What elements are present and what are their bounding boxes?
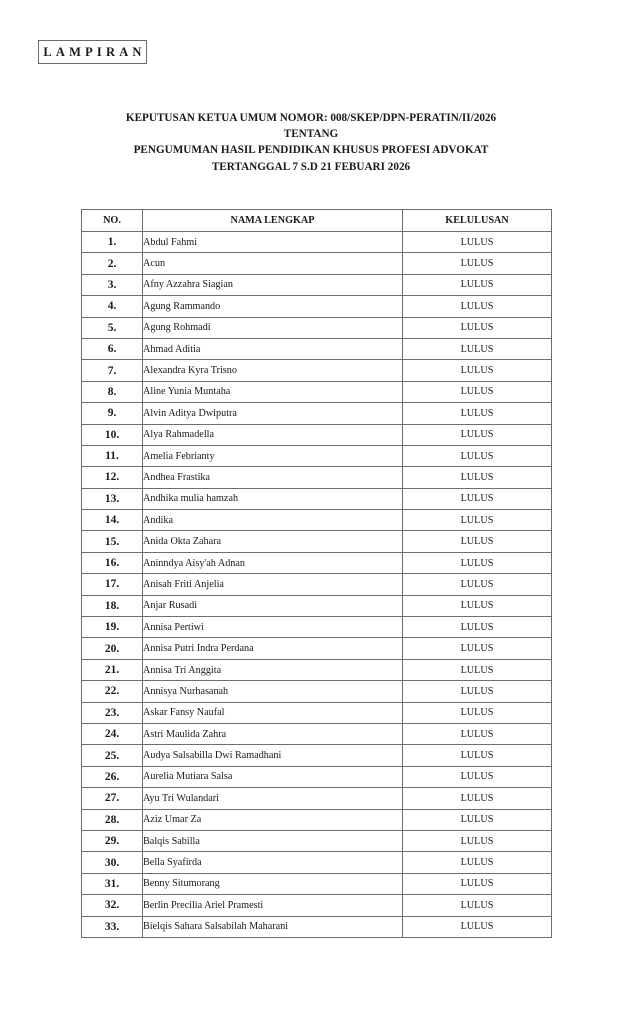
row-number: 5. (82, 317, 143, 338)
row-graduation-status: LULUS (403, 873, 552, 894)
row-graduation-status: LULUS (403, 467, 552, 488)
row-full-name: Benny Situmorang (143, 873, 403, 894)
row-number: 10. (82, 424, 143, 445)
row-full-name: Abdul Fahmi (143, 232, 403, 253)
row-full-name: Annisa Pertiwi (143, 617, 403, 638)
row-full-name: Bella Syafirda (143, 852, 403, 873)
table-row (82, 895, 552, 916)
row-number: 1. (82, 232, 143, 253)
table-row (82, 873, 552, 894)
row-graduation-status: LULUS (403, 830, 552, 851)
table-row (82, 702, 552, 723)
row-number: 33. (82, 916, 143, 937)
table-row (82, 638, 552, 659)
row-graduation-status: LULUS (403, 723, 552, 744)
row-full-name: Askar Fansy Naufal (143, 702, 403, 723)
row-number: 31. (82, 873, 143, 894)
date-range-line: TERTANGGAL 7 S.D 21 FEBUARI 2026 (211, 160, 411, 173)
table-row (82, 253, 552, 274)
row-graduation-status: LULUS (403, 381, 552, 402)
table-row (82, 403, 552, 424)
row-number: 14. (82, 510, 143, 531)
row-number: 19. (82, 617, 143, 638)
table-row (82, 723, 552, 744)
row-graduation-status: LULUS (403, 766, 552, 787)
table-row (82, 595, 552, 616)
table-row (82, 809, 552, 830)
row-graduation-status: LULUS (403, 531, 552, 552)
row-full-name: Andika (143, 510, 403, 531)
row-full-name: Alexandra Kyra Trisno (143, 360, 403, 381)
row-number: 8. (82, 381, 143, 402)
tentang-line: TENTANG (283, 128, 339, 141)
table-row (82, 830, 552, 851)
row-number: 6. (82, 338, 143, 359)
row-graduation-status: LULUS (403, 916, 552, 937)
table-row (82, 510, 552, 531)
row-full-name: Acun (143, 253, 403, 274)
row-number: 16. (82, 552, 143, 573)
row-full-name: Alya Rahmadella (143, 424, 403, 445)
row-number: 7. (82, 360, 143, 381)
table-row (82, 659, 552, 680)
row-full-name: Aninndya Aisy'ah Adnan (143, 552, 403, 573)
table-row (82, 467, 552, 488)
row-full-name: Aurelia Mutiara Salsa (143, 766, 403, 787)
row-full-name: Annisa Putri Indra Perdana (143, 638, 403, 659)
row-full-name: Annisa Tri Anggita (143, 659, 403, 680)
row-full-name: Agung Rohmadi (143, 317, 403, 338)
row-number: 23. (82, 702, 143, 723)
table-row (82, 232, 552, 253)
table-row (82, 424, 552, 445)
table-row (82, 552, 552, 573)
row-graduation-status: LULUS (403, 253, 552, 274)
table-row (82, 296, 552, 317)
graduation-results-table (81, 209, 552, 938)
row-graduation-status: LULUS (403, 360, 552, 381)
row-full-name: Afny Azzahra Siagian (143, 274, 403, 295)
row-full-name: Agung Rammando (143, 296, 403, 317)
row-number: 30. (82, 852, 143, 873)
header-full-name: NAMA LENGKAP (143, 210, 403, 232)
table-row (82, 531, 552, 552)
row-full-name: Ahmad Aditia (143, 338, 403, 359)
row-graduation-status: LULUS (403, 638, 552, 659)
lampiran-label: LAMPIRAN (43, 44, 146, 59)
table-row (82, 916, 552, 937)
row-graduation-status: LULUS (403, 424, 552, 445)
table-row (82, 338, 552, 359)
document-title (0, 110, 622, 175)
row-number: 22. (82, 681, 143, 702)
row-graduation-status: LULUS (403, 702, 552, 723)
row-full-name: Amelia Febrianty (143, 445, 403, 466)
row-number: 18. (82, 595, 143, 616)
row-graduation-status: LULUS (403, 510, 552, 531)
row-graduation-status: LULUS (403, 745, 552, 766)
row-graduation-status: LULUS (403, 552, 552, 573)
row-graduation-status: LULUS (403, 617, 552, 638)
row-graduation-status: LULUS (403, 338, 552, 359)
row-graduation-status: LULUS (403, 895, 552, 916)
table-row (82, 488, 552, 509)
row-graduation-status: LULUS (403, 317, 552, 338)
row-full-name: Aziz Umar Za (143, 809, 403, 830)
row-graduation-status: LULUS (403, 296, 552, 317)
row-number: 2. (82, 253, 143, 274)
row-number: 21. (82, 659, 143, 680)
table-row (82, 381, 552, 402)
row-full-name: Annisya Nurhasanah (143, 681, 403, 702)
row-graduation-status: LULUS (403, 445, 552, 466)
row-number: 27. (82, 788, 143, 809)
row-number: 29. (82, 830, 143, 851)
row-number: 26. (82, 766, 143, 787)
row-number: 9. (82, 403, 143, 424)
table-row (82, 788, 552, 809)
row-graduation-status: LULUS (403, 232, 552, 253)
table-row (82, 360, 552, 381)
row-full-name: Anisah Friti Anjelia (143, 574, 403, 595)
row-graduation-status: LULUS (403, 488, 552, 509)
header-graduation-status: KELULUSAN (403, 210, 552, 232)
row-full-name: Alvin Aditya Dwiputra (143, 403, 403, 424)
table-row (82, 574, 552, 595)
row-graduation-status: LULUS (403, 403, 552, 424)
row-graduation-status: LULUS (403, 274, 552, 295)
row-full-name: Audya Salsabilla Dwi Ramadhani (143, 745, 403, 766)
table-row (82, 766, 552, 787)
table-header-row (82, 210, 552, 232)
row-graduation-status: LULUS (403, 852, 552, 873)
row-number: 12. (82, 467, 143, 488)
table-row (82, 745, 552, 766)
row-full-name: Anjar Rusadi (143, 595, 403, 616)
announcement-subject-line: PENGUMUMAN HASIL PENDIDIKAN KHUSUS PROFESI ADVOKAT (133, 144, 489, 157)
table-row (82, 681, 552, 702)
row-graduation-status: LULUS (403, 809, 552, 830)
row-full-name: Balqis Sabilla (143, 830, 403, 851)
row-graduation-status: LULUS (403, 659, 552, 680)
decree-number-line: KEPUTUSAN KETUA UMUM NOMOR: 008/SKEP/DPN-PERATIN/II/2026 (125, 112, 497, 124)
row-graduation-status: LULUS (403, 574, 552, 595)
row-number: 4. (82, 296, 143, 317)
row-number: 24. (82, 723, 143, 744)
row-number: 15. (82, 531, 143, 552)
row-number: 25. (82, 745, 143, 766)
row-number: 13. (82, 488, 143, 509)
row-graduation-status: LULUS (403, 681, 552, 702)
row-number: 17. (82, 574, 143, 595)
row-number: 32. (82, 895, 143, 916)
row-full-name: Andhika mulia hamzah (143, 488, 403, 509)
row-full-name: Bielqis Sahara Salsabilah Maharani (143, 916, 403, 937)
row-number: 28. (82, 809, 143, 830)
table-body (82, 232, 552, 938)
table-row (82, 617, 552, 638)
lampiran-label-box (38, 40, 147, 64)
row-graduation-status: LULUS (403, 788, 552, 809)
row-full-name: Anida Okta Zahara (143, 531, 403, 552)
row-graduation-status: LULUS (403, 595, 552, 616)
table-row (82, 317, 552, 338)
row-number: 11. (82, 445, 143, 466)
table-row (82, 852, 552, 873)
row-number: 3. (82, 274, 143, 295)
table-row (82, 274, 552, 295)
row-full-name: Aline Yunia Muntaha (143, 381, 403, 402)
row-full-name: Ayu Tri Wulandari (143, 788, 403, 809)
table-row (82, 445, 552, 466)
row-full-name: Astri Maulida Zahra (143, 723, 403, 744)
row-full-name: Andhea Frastika (143, 467, 403, 488)
row-full-name: Berlin Precilia Ariel Pramesti (143, 895, 403, 916)
row-number: 20. (82, 638, 143, 659)
header-no: NO. (82, 210, 143, 232)
